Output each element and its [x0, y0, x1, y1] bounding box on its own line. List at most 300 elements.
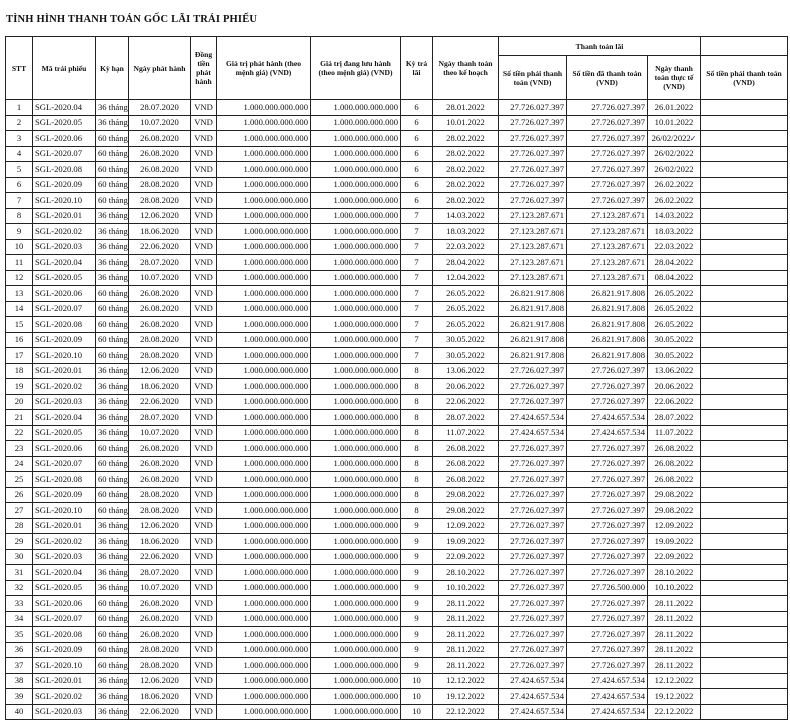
cell-issue-date — [129, 379, 191, 395]
cell-issue-value — [217, 348, 311, 364]
cell-issue-date — [129, 193, 191, 209]
cell-stt — [6, 208, 33, 224]
cell-currency-text: VND — [194, 132, 213, 143]
cell-actual-date — [648, 379, 701, 395]
cell-outstanding-value — [311, 596, 401, 612]
cell-issue-value-text: 1.000.000.000.000 — [243, 179, 308, 190]
cell-next-amount-due — [701, 162, 788, 178]
cell-amount-due-text: 27.726.027.397 — [510, 380, 564, 391]
cell-interest-period-text: 7 — [414, 272, 419, 283]
cell-issue-value — [217, 673, 311, 689]
cell-issue-value — [217, 456, 311, 472]
cell-term-text: 60 tháng — [98, 597, 128, 608]
cell-term-text: 36 tháng — [98, 256, 128, 267]
cell-currency — [191, 565, 217, 581]
cell-issue-value-text: 1.000.000.000.000 — [243, 101, 308, 112]
cell-issue-value-text: 1.000.000.000.000 — [243, 489, 308, 500]
cell-amount-due — [499, 394, 567, 410]
cell-currency — [191, 611, 217, 627]
cell-planned-date-text: 26.05.2022 — [446, 303, 485, 314]
cell-amount-paid — [567, 472, 648, 488]
cell-actual-date-text: 29.08.2022 — [654, 504, 694, 515]
cell-stt — [6, 549, 33, 565]
cell-planned-date — [433, 456, 499, 472]
cell-bond-code — [33, 689, 96, 705]
cell-amount-due-text: 27.726.027.397 — [510, 551, 564, 562]
cell-term — [96, 255, 129, 271]
cell-issue-value — [217, 503, 311, 519]
table-row — [6, 673, 788, 689]
cell-interest-period — [401, 565, 433, 581]
cell-issue-value — [217, 394, 311, 410]
cell-term — [96, 658, 129, 674]
cell-next-amount-due — [701, 193, 788, 209]
cell-amount-paid-text: 27.726.027.397 — [591, 101, 645, 112]
cell-actual-date — [648, 518, 701, 534]
cell-amount-due — [499, 146, 567, 162]
cell-issue-date — [129, 239, 191, 255]
cell-issue-date-text: 18.06.2020 — [140, 690, 179, 701]
cell-amount-due-text: 27.726.027.397 — [510, 179, 564, 190]
cell-amount-paid — [567, 658, 648, 674]
cell-term-text: 36 tháng — [98, 210, 128, 221]
cell-stt-text: 21 — [14, 411, 24, 422]
cell-issue-value-text: 1.000.000.000.000 — [243, 396, 308, 407]
cell-amount-paid — [567, 689, 648, 705]
cell-currency — [191, 627, 217, 643]
cell-next-amount-due — [701, 441, 788, 457]
cell-issue-value-text: 1.000.000.000.000 — [243, 551, 308, 562]
cell-bond-code — [33, 658, 96, 674]
cell-next-amount-due — [701, 472, 788, 488]
cell-issue-value-text: 1.000.000.000.000 — [243, 365, 308, 376]
cell-amount-due — [499, 472, 567, 488]
table-row — [6, 394, 788, 410]
header-amount-due: Số tiền phải thanh toán (VND) — [499, 56, 567, 100]
cell-actual-date-text: 14.03.2022 — [654, 210, 694, 221]
cell-currency — [191, 224, 217, 240]
cell-currency — [191, 410, 217, 426]
cell-bond-code — [33, 642, 96, 658]
cell-currency — [191, 689, 217, 705]
cell-planned-date — [433, 348, 499, 364]
cell-stt-text: 30 — [14, 551, 24, 562]
cell-issue-value — [217, 425, 311, 441]
cell-issue-value-text: 1.000.000.000.000 — [243, 442, 308, 453]
cell-currency-text: VND — [194, 566, 213, 577]
cell-issue-value — [217, 611, 311, 627]
cell-actual-date-text: 26/02/2022 — [654, 163, 694, 174]
cell-stt-text: 17 — [14, 349, 24, 360]
cell-bond-code — [33, 441, 96, 457]
header-actual-date: Ngày thanh toán thực tế (VND) — [648, 56, 701, 100]
cell-bond-code-text: SGL-2020.10 — [35, 504, 83, 515]
cell-term — [96, 131, 129, 147]
table-row — [6, 642, 788, 658]
cell-issue-date-text: 28.07.2020 — [140, 101, 179, 112]
cell-bond-code-text: SGL-2020.03 — [35, 551, 83, 562]
cell-outstanding-value-text: 1.000.000.000.000 — [333, 473, 398, 484]
cell-next-amount-due — [701, 348, 788, 364]
cell-issue-value — [217, 704, 311, 720]
cell-outstanding-value — [311, 704, 401, 720]
cell-issue-value — [217, 301, 311, 317]
table-row — [6, 503, 788, 519]
cell-planned-date — [433, 100, 499, 116]
cell-term-text: 36 tháng — [98, 427, 128, 438]
cell-amount-paid-text: 27.726.027.397 — [591, 613, 645, 624]
cell-currency-text: VND — [194, 690, 213, 701]
cell-stt — [6, 410, 33, 426]
cell-amount-due-text: 27.726.027.397 — [510, 520, 564, 531]
cell-outstanding-value-text: 1.000.000.000.000 — [333, 597, 398, 608]
cell-next-amount-due — [701, 363, 788, 379]
cell-issue-value — [217, 534, 311, 550]
cell-bond-code — [33, 472, 96, 488]
cell-interest-period — [401, 487, 433, 503]
cell-outstanding-value — [311, 642, 401, 658]
cell-next-amount-due — [701, 611, 788, 627]
cell-amount-due-text: 26.821.917.808 — [510, 303, 564, 314]
cell-outstanding-value — [311, 208, 401, 224]
table-row — [6, 162, 788, 178]
cell-bond-code-text: SGL-2020.10 — [35, 659, 83, 670]
cell-issue-value — [217, 224, 311, 240]
cell-issue-value — [217, 100, 311, 116]
cell-amount-due — [499, 487, 567, 503]
cell-term — [96, 100, 129, 116]
cell-stt-text: 29 — [14, 535, 24, 546]
cell-outstanding-value-text: 1.000.000.000.000 — [333, 504, 398, 515]
cell-term — [96, 146, 129, 162]
cell-planned-date-text: 30.05.2022 — [446, 334, 485, 345]
cell-amount-paid-text: 26.821.917.808 — [591, 334, 645, 345]
cell-issue-value-text: 1.000.000.000.000 — [243, 148, 308, 159]
cell-interest-period — [401, 611, 433, 627]
header-currency: Đồng tiền phát hành — [191, 37, 217, 100]
cell-next-amount-due — [701, 394, 788, 410]
cell-amount-due-text: 27.123.287.671 — [510, 225, 564, 236]
cell-stt-text: 13 — [14, 287, 24, 298]
cell-planned-date — [433, 162, 499, 178]
cell-amount-due-text: 27.726.027.397 — [510, 473, 564, 484]
cell-term — [96, 487, 129, 503]
cell-bond-code — [33, 596, 96, 612]
cell-amount-due — [499, 193, 567, 209]
cell-actual-date — [648, 286, 701, 302]
cell-term-text: 60 tháng — [98, 349, 128, 360]
cell-issue-date-text: 26.08.2020 — [140, 442, 179, 453]
cell-amount-due — [499, 162, 567, 178]
cell-currency-text: VND — [194, 117, 213, 128]
cell-interest-period-text: 8 — [414, 489, 419, 500]
cell-term — [96, 611, 129, 627]
cell-stt — [6, 658, 33, 674]
cell-amount-due-text: 27.726.027.397 — [510, 535, 564, 546]
cell-stt-text: 24 — [14, 458, 24, 469]
cell-term — [96, 689, 129, 705]
cell-planned-date-text: 10.01.2022 — [446, 117, 485, 128]
cell-next-amount-due — [701, 456, 788, 472]
cell-planned-date-text: 12.04.2022 — [446, 272, 485, 283]
cell-issue-value-text: 1.000.000.000.000 — [243, 659, 308, 670]
cell-issue-value — [217, 317, 311, 333]
cell-outstanding-value-text: 1.000.000.000.000 — [333, 210, 398, 221]
cell-actual-date — [648, 596, 701, 612]
cell-stt — [6, 627, 33, 643]
cell-bond-code — [33, 131, 96, 147]
cell-currency-text: VND — [194, 706, 213, 717]
cell-term-text: 60 tháng — [98, 132, 128, 143]
cell-planned-date — [433, 363, 499, 379]
table-row — [6, 208, 788, 224]
cell-issue-value-text: 1.000.000.000.000 — [243, 473, 308, 484]
cell-actual-date — [648, 410, 701, 426]
cell-actual-date-text: 26/02/2022 — [651, 132, 691, 143]
cell-stt-text: 33 — [14, 597, 24, 608]
cell-issue-date — [129, 348, 191, 364]
cell-bond-code-text: SGL-2020.09 — [35, 179, 83, 190]
cell-interest-period-text: 8 — [414, 504, 419, 515]
cell-stt-text: 6 — [16, 179, 22, 190]
cell-actual-date-text: 26.05.2022 — [654, 318, 694, 329]
header-amount-paid: Số tiền đã thanh toán (VND) — [567, 56, 648, 100]
cell-next-amount-due — [701, 224, 788, 240]
cell-currency-text: VND — [194, 303, 213, 314]
cell-issue-date-text: 26.08.2020 — [140, 303, 179, 314]
cell-planned-date — [433, 580, 499, 596]
cell-planned-date — [433, 642, 499, 658]
cell-planned-date — [433, 441, 499, 457]
cell-outstanding-value-text: 1.000.000.000.000 — [333, 411, 398, 422]
cell-amount-paid-text: 27.726.027.397 — [591, 396, 645, 407]
cell-term-text: 60 tháng — [98, 644, 128, 655]
cell-currency — [191, 193, 217, 209]
cell-bond-code — [33, 487, 96, 503]
table-row — [6, 317, 788, 333]
cell-currency — [191, 115, 217, 131]
cell-currency — [191, 580, 217, 596]
cell-stt — [6, 642, 33, 658]
cell-amount-due-text: 27.424.657.534 — [510, 427, 564, 438]
cell-term-text: 60 tháng — [98, 194, 128, 205]
table-row — [6, 565, 788, 581]
cell-amount-due-text: 27.726.027.397 — [510, 101, 564, 112]
cell-stt — [6, 596, 33, 612]
table-row — [6, 534, 788, 550]
cell-issue-date-text: 26.08.2020 — [140, 163, 179, 174]
cell-stt-text: 9 — [16, 225, 22, 236]
cell-planned-date-text: 26.05.2022 — [446, 287, 485, 298]
cell-issue-value-text: 1.000.000.000.000 — [243, 582, 308, 593]
cell-issue-value-text: 1.000.000.000.000 — [243, 675, 308, 686]
cell-amount-due — [499, 673, 567, 689]
cell-issue-date-text: 28.08.2020 — [140, 489, 179, 500]
cell-next-amount-due — [701, 270, 788, 286]
cell-amount-paid-text: 27.726.027.397 — [591, 504, 645, 515]
cell-amount-due — [499, 503, 567, 519]
cell-stt — [6, 224, 33, 240]
cell-stt-text: 28 — [14, 520, 24, 531]
cell-term — [96, 503, 129, 519]
cell-stt — [6, 379, 33, 395]
cell-amount-paid-text: 26.821.917.808 — [591, 318, 645, 329]
cell-bond-code-text: SGL-2020.07 — [35, 148, 83, 159]
cell-next-amount-due — [701, 503, 788, 519]
cell-planned-date — [433, 255, 499, 271]
cell-amount-paid-text: 27.726.027.397 — [591, 458, 645, 469]
cell-stt — [6, 673, 33, 689]
cell-bond-code-text: SGL-2020.05 — [35, 117, 83, 128]
cell-planned-date-text: 20.06.2022 — [446, 380, 485, 391]
cell-interest-period — [401, 270, 433, 286]
cell-issue-date-text: 28.08.2020 — [140, 504, 179, 515]
cell-interest-period — [401, 224, 433, 240]
cell-bond-code — [33, 255, 96, 271]
cell-planned-date — [433, 425, 499, 441]
cell-planned-date — [433, 239, 499, 255]
cell-actual-date-text: 26.08.2022 — [654, 458, 694, 469]
cell-issue-value — [217, 642, 311, 658]
cell-planned-date-text: 14.03.2022 — [446, 210, 485, 221]
cell-planned-date — [433, 208, 499, 224]
cell-bond-code — [33, 348, 96, 364]
cell-issue-date — [129, 146, 191, 162]
cell-currency — [191, 363, 217, 379]
cell-issue-value-text: 1.000.000.000.000 — [243, 272, 308, 283]
cell-issue-value-text: 1.000.000.000.000 — [243, 241, 308, 252]
cell-issue-value-text: 1.000.000.000.000 — [243, 210, 308, 221]
cell-planned-date — [433, 379, 499, 395]
cell-planned-date-text: 19.12.2022 — [446, 690, 485, 701]
cell-bond-code-text: SGL-2020.04 — [35, 411, 83, 422]
table-row — [6, 518, 788, 534]
cell-planned-date — [433, 146, 499, 162]
cell-outstanding-value-text: 1.000.000.000.000 — [333, 380, 398, 391]
cell-interest-period — [401, 394, 433, 410]
cell-stt-text: 35 — [14, 628, 24, 639]
cell-outstanding-value-text: 1.000.000.000.000 — [333, 628, 398, 639]
table-row — [6, 332, 788, 348]
cell-stt-text: 2 — [16, 117, 22, 128]
cell-amount-paid — [567, 100, 648, 116]
cell-currency-text: VND — [194, 163, 213, 174]
cell-next-amount-due — [701, 131, 788, 147]
cell-issue-value-text: 1.000.000.000.000 — [243, 334, 308, 345]
cell-outstanding-value-text: 1.000.000.000.000 — [333, 194, 398, 205]
cell-amount-paid — [567, 580, 648, 596]
cell-actual-date — [648, 503, 701, 519]
cell-next-amount-due — [701, 177, 788, 193]
cell-planned-date — [433, 224, 499, 240]
cell-bond-code-text: SGL-2020.10 — [35, 349, 83, 360]
cell-term-text: 36 tháng — [98, 706, 128, 717]
cell-amount-paid-text: 27.726.027.397 — [591, 163, 645, 174]
cell-issue-date-text: 22.06.2020 — [140, 551, 179, 562]
cell-amount-due-text: 27.726.027.397 — [510, 597, 564, 608]
cell-outstanding-value-text: 1.000.000.000.000 — [333, 582, 398, 593]
cell-actual-date — [648, 115, 701, 131]
cell-amount-paid-text: 27.726.027.397 — [591, 659, 645, 670]
cell-actual-date — [648, 534, 701, 550]
cell-issue-value — [217, 363, 311, 379]
cell-term — [96, 332, 129, 348]
cell-amount-paid-text: 27.123.287.671 — [591, 210, 645, 221]
cell-stt-text: 31 — [14, 566, 24, 577]
cell-next-amount-due — [701, 301, 788, 317]
cell-term-text: 60 tháng — [98, 287, 128, 298]
cell-amount-due-text: 27.424.657.534 — [510, 675, 564, 686]
cell-amount-due — [499, 456, 567, 472]
cell-amount-paid-text: 27.726.027.397 — [591, 489, 645, 500]
cell-term — [96, 224, 129, 240]
cell-issue-date-text: 22.06.2020 — [140, 241, 179, 252]
cell-issue-date-text: 28.07.2020 — [140, 411, 179, 422]
cell-amount-due-text: 27.726.027.397 — [510, 442, 564, 453]
cell-amount-due-text: 27.123.287.671 — [510, 241, 564, 252]
cell-actual-date-text: 28.11.2022 — [654, 659, 694, 670]
cell-issue-value-text: 1.000.000.000.000 — [243, 411, 308, 422]
cell-amount-paid-text: 26.821.917.808 — [591, 303, 645, 314]
cell-stt-text: 26 — [14, 489, 24, 500]
cell-bond-code-text: SGL-2020.01 — [35, 365, 83, 376]
cell-bond-code-text: SGL-2020.04 — [35, 101, 83, 112]
cell-currency — [191, 286, 217, 302]
cell-actual-date-text: 28.10.2022 — [654, 566, 694, 577]
cell-currency-text: VND — [194, 597, 213, 608]
cell-issue-date — [129, 565, 191, 581]
cell-issue-value-text: 1.000.000.000.000 — [243, 163, 308, 174]
cell-outstanding-value — [311, 162, 401, 178]
cell-term — [96, 177, 129, 193]
cell-interest-period — [401, 642, 433, 658]
cell-term-text: 60 tháng — [98, 179, 128, 190]
cell-issue-value — [217, 689, 311, 705]
cell-actual-date-text: 10.01.2022 — [654, 117, 694, 128]
cell-term-text: 60 tháng — [98, 489, 128, 500]
cell-issue-date-text: 28.08.2020 — [140, 644, 179, 655]
cell-term — [96, 441, 129, 457]
cell-stt-text: 5 — [16, 163, 22, 174]
cell-currency-text: VND — [194, 380, 213, 391]
cell-planned-date-text: 28.02.2022 — [446, 179, 485, 190]
cell-stt — [6, 239, 33, 255]
cell-interest-period-text: 9 — [414, 628, 419, 639]
cell-stt-text: 14 — [14, 303, 24, 314]
cell-outstanding-value — [311, 193, 401, 209]
cell-amount-paid-text: 27.123.287.671 — [591, 272, 645, 283]
cell-issue-value — [217, 472, 311, 488]
cell-issue-date-text: 28.07.2020 — [140, 566, 179, 577]
cell-bond-code — [33, 100, 96, 116]
cell-interest-period-text: 8 — [414, 411, 419, 422]
cell-amount-paid-text: 27.726.027.397 — [591, 597, 645, 608]
cell-outstanding-value — [311, 580, 401, 596]
cell-issue-date — [129, 704, 191, 720]
cell-issue-date-text: 26.08.2020 — [140, 473, 179, 484]
cell-bond-code — [33, 456, 96, 472]
cell-amount-due — [499, 642, 567, 658]
cell-planned-date-text: 11.07.2022 — [446, 427, 485, 438]
cell-bond-code — [33, 317, 96, 333]
cell-interest-period — [401, 193, 433, 209]
cell-interest-period — [401, 425, 433, 441]
cell-actual-date-text: 13.06.2022 — [654, 365, 694, 376]
cell-outstanding-value — [311, 689, 401, 705]
cell-interest-period-text: 8 — [414, 365, 419, 376]
cell-next-amount-due — [701, 425, 788, 441]
cell-amount-due — [499, 704, 567, 720]
